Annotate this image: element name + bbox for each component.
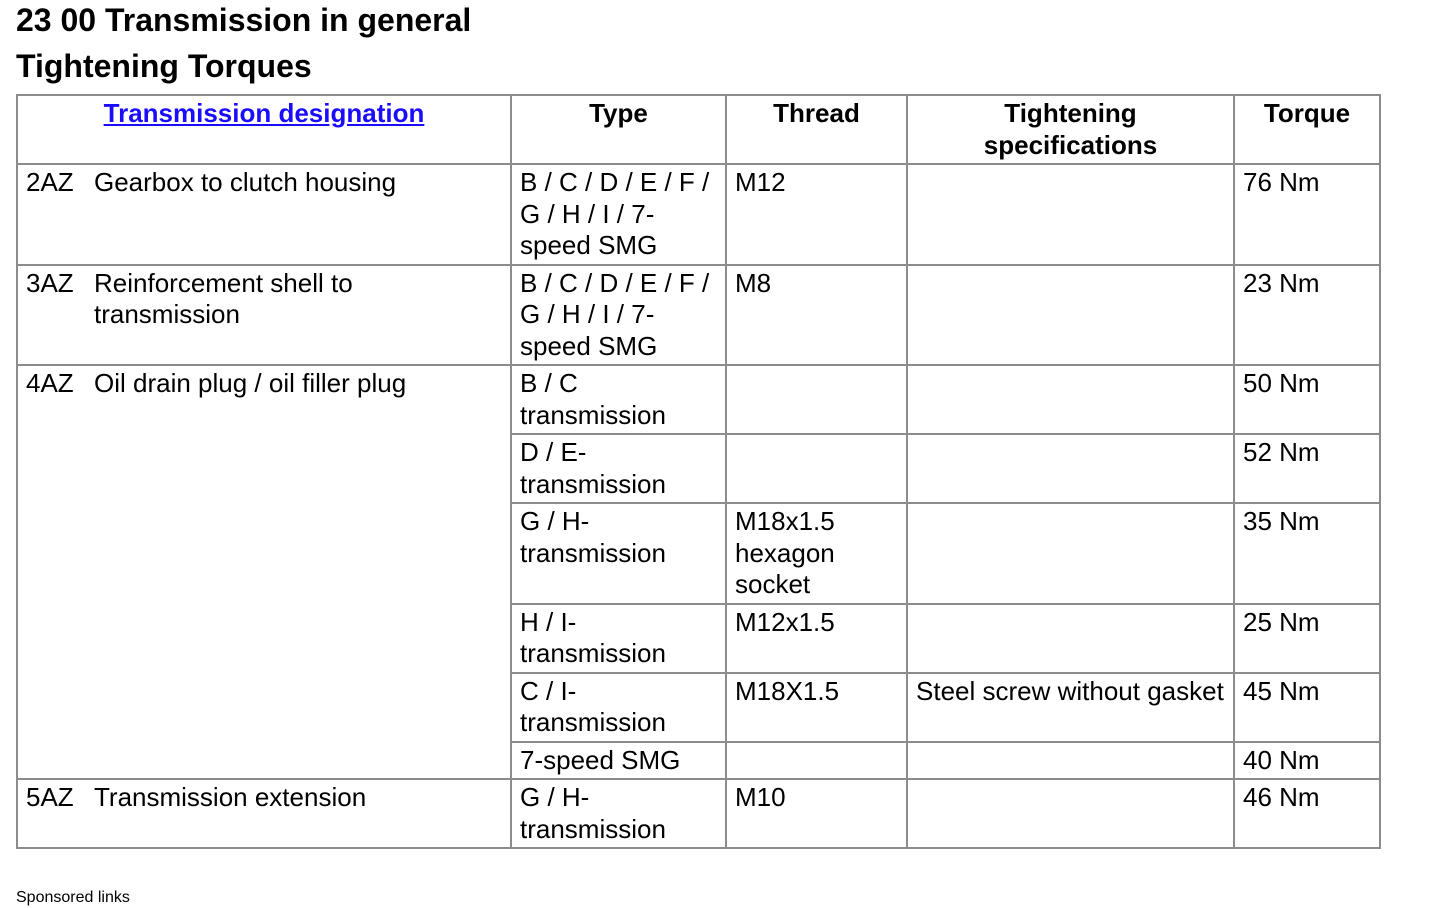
table-row xyxy=(17,779,1380,848)
thread-cell xyxy=(726,742,907,780)
designation-cell xyxy=(17,365,511,779)
torque-cell: 52 Nm xyxy=(1234,434,1380,503)
table-row xyxy=(17,164,1380,265)
thread-cell xyxy=(726,365,907,434)
header-designation xyxy=(17,95,511,164)
torque-cell: 50 Nm xyxy=(1234,365,1380,434)
torque-cell: 35 Nm xyxy=(1234,503,1380,604)
spec-cell xyxy=(907,503,1234,604)
type-cell: G / H-transmission xyxy=(511,779,726,848)
type-cell: 7-speed SMG xyxy=(511,742,726,780)
header-type: Type xyxy=(511,95,726,164)
thread-cell: M18X1.5 xyxy=(726,673,907,742)
torque-cell: 76 Nm xyxy=(1234,164,1380,265)
type-cell: G / H-transmission xyxy=(511,503,726,604)
designation-description: Gearbox to clutch housing xyxy=(94,167,397,197)
type-cell: C / I-transmission xyxy=(511,673,726,742)
thread-cell xyxy=(726,434,907,503)
thread-cell: M18x1.5 hexagon socket xyxy=(726,503,907,604)
header-thread: Thread xyxy=(726,95,907,164)
type-cell: B / C transmission xyxy=(511,365,726,434)
thread-cell: M10 xyxy=(726,779,907,848)
type-cell: B / C / D / E / F / G / H / I / 7-speed SMG xyxy=(511,164,726,265)
spec-cell xyxy=(907,365,1234,434)
spec-cell xyxy=(907,265,1234,366)
header-torque: Torque xyxy=(1234,95,1380,164)
torque-cell: 23 Nm xyxy=(1234,265,1380,366)
torque-table xyxy=(16,94,1381,849)
type-cell: H / I-transmission xyxy=(511,604,726,673)
designation-description: Oil drain plug / oil filler plug xyxy=(94,368,407,398)
table-row xyxy=(17,265,1380,366)
thread-cell: M12 xyxy=(726,164,907,265)
spec-cell xyxy=(907,779,1234,848)
torque-cell: 46 Nm xyxy=(1234,779,1380,848)
designation-code: 3AZ xyxy=(26,267,74,298)
torque-cell: 25 Nm xyxy=(1234,604,1380,673)
page-title: 23 00 Transmission in general xyxy=(16,2,472,38)
sponsored-links-label: Sponsored links xyxy=(16,889,130,906)
spec-cell: Steel screw without gasket xyxy=(907,673,1234,742)
thread-cell: M8 xyxy=(726,265,907,366)
table-row xyxy=(17,365,1380,434)
designation-description: Transmission extension xyxy=(94,782,367,812)
spec-cell xyxy=(907,604,1234,673)
designation-code: 4AZ xyxy=(26,368,74,398)
designation-code: 5AZ xyxy=(26,782,74,812)
designation-cell xyxy=(17,164,511,265)
spec-cell xyxy=(907,742,1234,780)
spec-cell xyxy=(907,434,1234,503)
table-header-row xyxy=(17,95,1380,164)
torque-cell: 40 Nm xyxy=(1234,742,1380,780)
designation-cell xyxy=(17,265,511,366)
designation-code: 2AZ xyxy=(26,167,74,197)
torque-cell: 45 Nm xyxy=(1234,673,1380,742)
type-cell: D / E-transmission xyxy=(511,434,726,503)
designation-description: Reinforcement shell to transmission xyxy=(94,267,353,329)
thread-cell: M12x1.5 xyxy=(726,604,907,673)
section-subtitle: Tightening Torques xyxy=(16,48,312,84)
designation-cell xyxy=(17,779,511,848)
type-cell: B / C / D / E / F / G / H / I / 7-speed SMG xyxy=(511,265,726,366)
header-spec: Tightening specifications xyxy=(907,95,1234,164)
transmission-designation-link[interactable]: Transmission designation xyxy=(103,98,425,128)
spec-cell xyxy=(907,164,1234,265)
